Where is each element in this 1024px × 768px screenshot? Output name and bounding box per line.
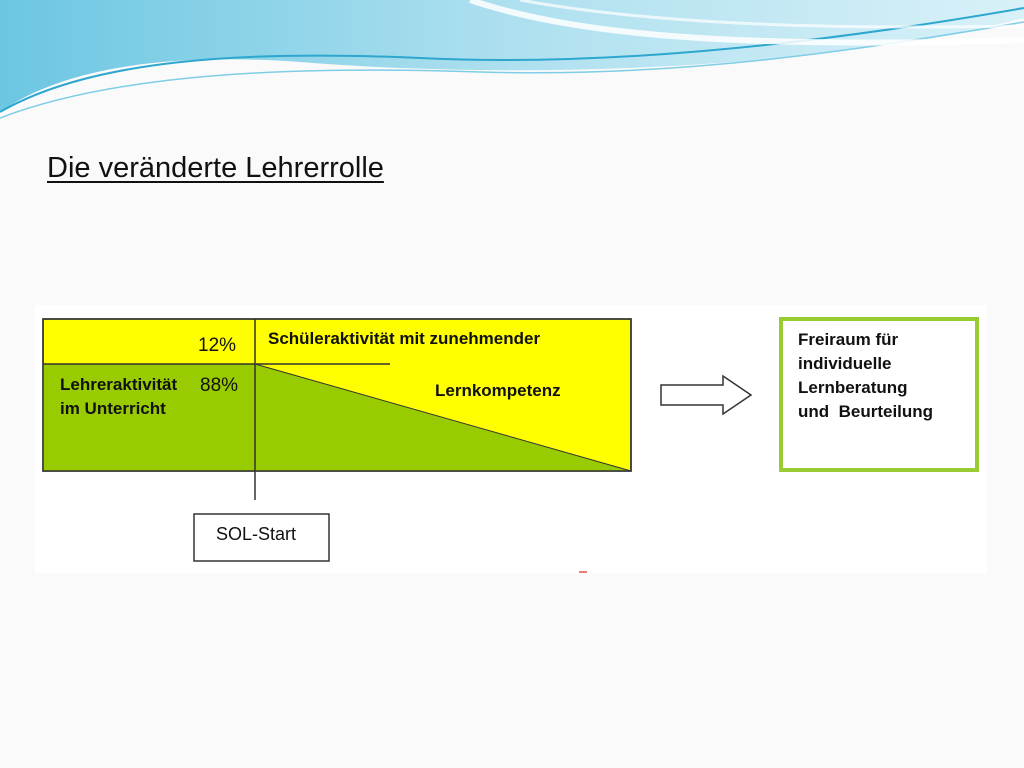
teacher-activity-label-2: im Unterricht bbox=[60, 399, 166, 418]
student-activity-label-2: Lernkompetenz bbox=[435, 381, 561, 400]
student-percentage-label: 12% bbox=[198, 335, 237, 356]
arrow-right-icon bbox=[661, 376, 751, 414]
result-line: individuelle bbox=[798, 354, 892, 373]
result-line: Lernberatung bbox=[798, 378, 908, 397]
slide-title: Die veränderte Lehrerrolle bbox=[47, 152, 384, 184]
result-text bbox=[798, 328, 933, 424]
result-line: Freiraum für bbox=[798, 330, 899, 349]
student-activity-label: Schüleraktivität mit zunehmender bbox=[268, 329, 541, 348]
sol-start-label: SOL-Start bbox=[216, 524, 297, 544]
result-line: und Beurteilung bbox=[798, 402, 934, 421]
teacher-percentage-label: 88% bbox=[200, 375, 239, 396]
teacher-activity-label: Lehreraktivität bbox=[60, 375, 178, 394]
